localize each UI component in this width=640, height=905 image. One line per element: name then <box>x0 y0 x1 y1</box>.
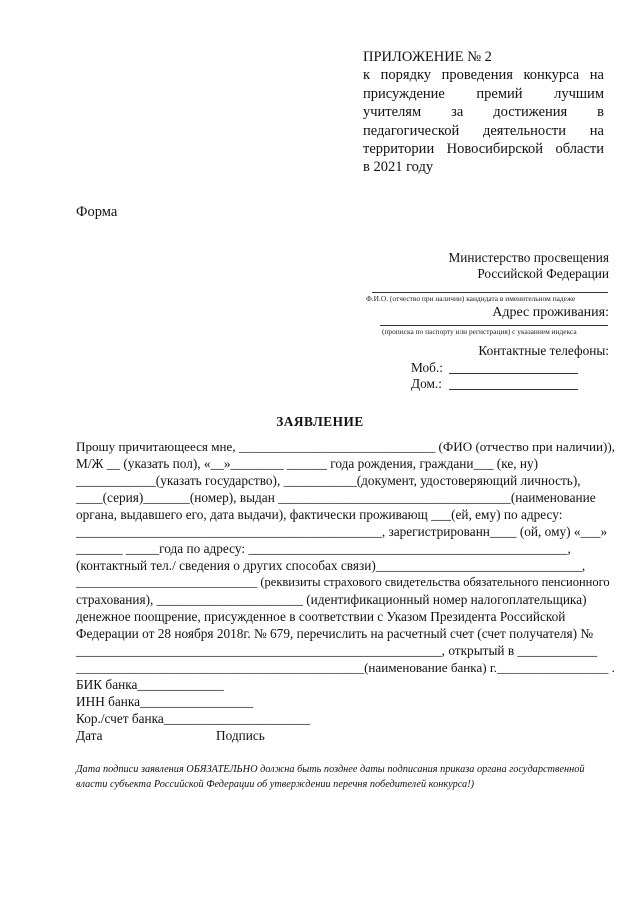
body-line: ____(серия)_______(номер), выдан ___________________________________(наименование <box>76 490 596 505</box>
addressee-line-2: Российской Федерации <box>477 266 609 281</box>
appendix-line: педагогической деятельности на <box>363 122 604 139</box>
fio-field-line[interactable] <box>372 292 608 293</box>
signature-label: Подпись <box>216 728 265 743</box>
body-line: Прошу причитающееся мне, ______________________________ (ФИО (отчество при наличии)), <box>76 439 615 454</box>
body-line: ____________(указать государство), ___________(документ, удостоверяющий личность), <box>76 473 581 488</box>
appendix-title: ПРИЛОЖЕНИЕ № 2 <box>363 49 492 65</box>
appendix-line: учителям за достижения в <box>363 104 604 121</box>
appendix-line: в 2021 году <box>363 159 434 176</box>
body-line: денежное поощрение, присужденное в соответствии с Указом Президента Российской <box>76 609 566 624</box>
document-title: ЗАЯВЛЕНИЕ <box>276 414 364 429</box>
body-line: ____________________________________________(наименование банка) г._________________ . <box>76 660 615 675</box>
appendix-line: присуждение премий лучшим <box>363 85 604 102</box>
body-line: страхования), ______________________ (идентификационный номер налогоплательщика) <box>76 592 587 607</box>
mobile-field-line[interactable] <box>449 373 578 374</box>
phones-label: Контактные телефоны: <box>478 343 609 358</box>
appendix-line: территории Новосибирской области <box>363 141 604 158</box>
address-field-line[interactable] <box>380 325 608 326</box>
inn-field[interactable]: ИНН банка_________________ <box>76 694 254 709</box>
footnote-line-2: власти субъекта Российской Федерации об утверждении перечня победителей конкурса!) <box>76 779 475 790</box>
body-line: (контактный тел./ сведения о других способах связи)_______________________________, <box>76 558 586 573</box>
appendix-line: к порядку проведения конкурса на <box>363 67 604 84</box>
date-label: Дата <box>76 728 103 743</box>
body-line: _______________________________________________________, открытый в ____________ <box>76 643 598 658</box>
address-label: Адрес проживания: <box>492 305 609 320</box>
kor-account-field[interactable]: Кор./счет банка______________________ <box>76 711 311 726</box>
body-line: органа, выдавшего его, дата выдачи), фактически проживающ ___(ей, ему) по адресу: <box>76 507 563 522</box>
home-label: Дом.: <box>411 376 442 391</box>
addressee-line-1: Министерство просвещения <box>448 250 609 265</box>
home-field-line[interactable] <box>449 389 578 390</box>
body-line: ______________________________________________, зарегистрированн____ (ой, ому) «___» <box>76 524 608 539</box>
body-line: Федерации от 28 ноября 2018г. № 679, перечислить на расчетный счет (счет получателя) № <box>76 626 594 641</box>
body-line: _____________________________ (реквизиты страхового свидетельства обязательного пенсионного <box>76 575 610 589</box>
fio-hint: Ф.И.О. (отчество при наличии) кандидата в именительном падеже <box>366 294 576 303</box>
form-label: Форма <box>76 204 118 220</box>
footnote-line-1: Дата подписи заявления ОБЯЗАТЕЛЬНО должна быть позднее даты подписания приказа органа государственной <box>76 764 585 775</box>
address-hint: (прописка по паспорту или регистрация) с указанием индекса <box>382 327 577 336</box>
appendix-block <box>363 48 604 177</box>
bik-field[interactable]: БИК банка_____________ <box>76 677 224 692</box>
mobile-label: Моб.: <box>411 360 443 375</box>
body-line: _______ _____года по адресу: ________________________________________________, <box>76 541 571 556</box>
body-line: М/Ж __ (указать пол), «__»________ ______ года рождения, граждани___ (ке, ну) <box>76 456 539 471</box>
